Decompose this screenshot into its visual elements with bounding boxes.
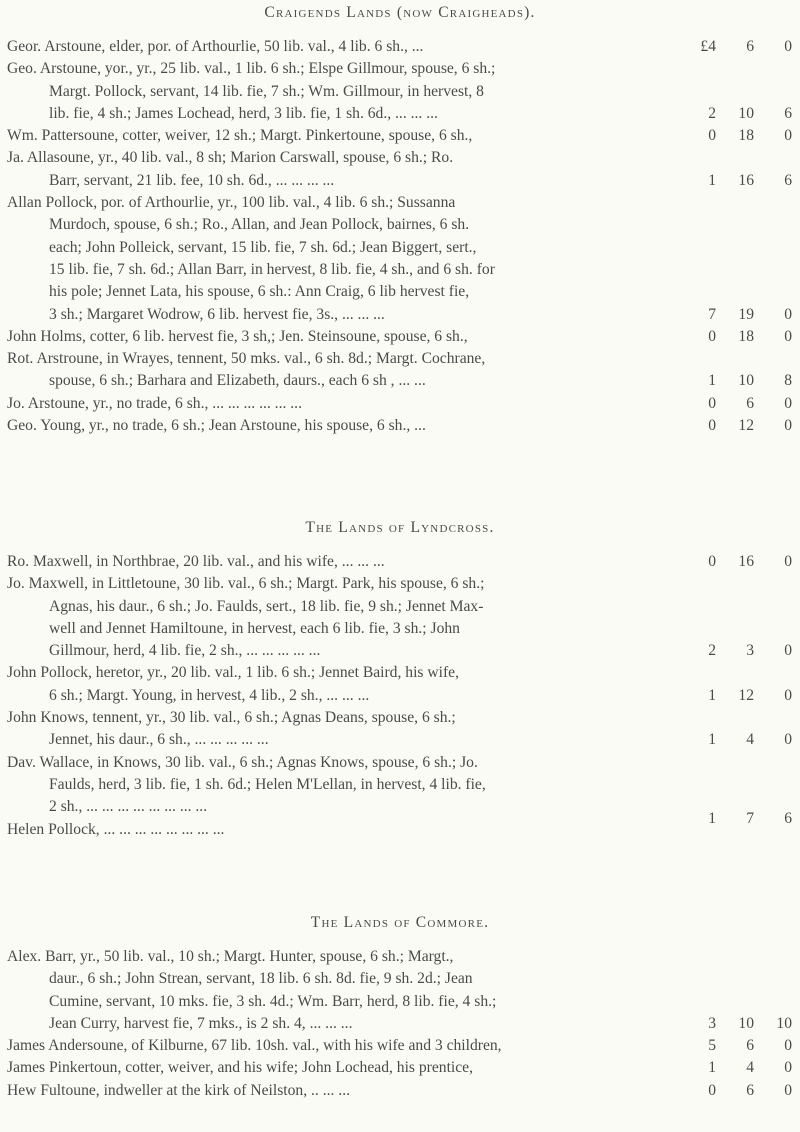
amount: 2 10 6 [708,104,792,122]
entry-line: Hew Fultoune, indweller at the kirk of Neilston, .. ... ... [7,1081,351,1099]
entry-line: 2 sh., ... ... ... ... ... ... ... ... [49,798,208,816]
amount: 0 6 0 [708,1081,792,1099]
section-lyndcross [0,517,800,841]
entry [0,393,800,415]
entry [0,192,800,326]
entry-line: John Pollock, heretor, yr., 20 lib. val., 1 lib. 6 sh.; Jennet Baird, his wife, [7,664,459,682]
entry-line: Margt. Pollock, servant, 14 lib. fie, 7 sh.; Wm. Gillmour, in hervest, 8 [49,82,484,100]
amount: 1 4 0 [708,1059,792,1077]
amount: 1 10 8 [708,372,792,390]
entry [0,1057,800,1079]
entry-line: well and Jennet Hamiltoune, in hervest, each 6 lib. fie, 3 sh.; John [49,619,460,637]
entry-line: Jo. Maxwell, in Littletoune, 30 lib. val., 6 sh.; Margt. Park, his spouse, 6 sh.; [7,575,485,593]
amount: 0 12 0 [708,417,792,435]
amount: 1 12 0 [708,686,792,704]
entry-line: Ja. Allasoune, yr., 40 lib. val., 8 sh; Marion Carswall, spouse, 6 sh.; Ro. [7,149,454,167]
amount: 0 18 0 [708,127,792,145]
amount: 5 6 0 [708,1037,792,1055]
entry [0,1035,800,1057]
amount: 1 4 0 [708,731,792,749]
entry-line: Allan Pollock, por. of Arthourlie, yr., 100 lib. val., 4 lib. 6 sh.; Sussanna [7,194,456,212]
entry-line: 15 lib. fie, 7 sh. 6d.; Allan Barr, in hervest, 8 lib. fie, 4 sh., and 6 sh. for [49,260,495,278]
entry-line: Jean Curry, harvest fie, 7 mks., is 2 sh. 4, ... ... ... [49,1014,353,1032]
amount: 0 18 0 [708,327,792,345]
entry [0,125,800,147]
amount: 0 6 0 [708,394,792,412]
entry [0,946,800,1035]
entry-line: Agnas, his daur., 6 sh.; Jo. Faulds, sert., 18 lib. fie, 9 sh.; Jennet Max- [49,597,484,615]
amount: 1 16 6 [708,171,792,189]
entry-line: James Andersoune, of Kilburne, 67 lib. 10sh. val., with his wife and 3 children, [7,1037,502,1055]
entry-line: James Pinkertoun, cotter, weiver, and his wife; John Lochead, his prentice, [7,1059,473,1077]
entry [0,326,800,348]
entry [0,752,800,819]
entry-line: Geor. Arstoune, elder, por. of Arthourlie, 50 lib. val., 4 lib. 6 sh., ... [7,38,424,55]
entry [0,573,800,662]
section-commore [0,912,800,1102]
entry-line: Rot. Arstroune, in Wrayes, tennent, 50 mks. val., 6 sh. 8d.; Margt. Cochrane, [7,350,486,368]
entry-line: Dav. Wallace, in Knows, 30 lib. val., 6 sh.; Agnas Knows, spouse, 6 sh.; Jo. [7,753,478,771]
entry-line: each; John Polleick, servant, 15 lib. fie, 7 sh. 6d.; Jean Biggert, sert., [49,238,477,256]
amount: 3 10 10 [708,1014,792,1032]
entry-line: his pole; Jennet Lata, his spouse, 6 sh.: Ann Craig, 6 lib hervest fie, [49,283,470,301]
entry-line: Gillmour, herd, 4 lib. fie, 2 sh., ... ... ... ... ... [49,642,321,660]
entry-line: Helen Pollock, ... ... ... ... ... ... ... ... [7,820,225,838]
entry-line: Geo. Arstoune, yor., yr., 25 lib. val., 1 lib. 6 sh.; Elspe Gillmour, spouse, 6 sh.; [7,60,496,78]
entry-line: Geo. Young, yr., no trade, 6 sh.; Jean Arstoune, his spouse, 6 sh., ... [7,417,426,435]
entry [0,551,800,573]
entries [0,551,800,841]
section-heading: Craigends Lands (now Craigheads). [264,4,536,21]
entry-line: Alex. Barr, yr., 50 lib. val., 10 sh.; Margt. Hunter, spouse, 6 sh.; Margt., [7,948,454,965]
entry-line: John Holms, cotter, 6 lib. hervest fie, 3 sh,; Jen. Steinsoune, spouse, 6 sh., [7,327,468,345]
amount: 7 19 0 [708,305,792,323]
entry-line: Jennet, his daur., 6 sh., ... ... ... ... ... [49,731,269,749]
entry-line: Faulds, herd, 3 lib. fie, 1 sh. 6d.; Helen M'Lellan, in hervest, 4 lib. fie, [49,775,486,793]
entry [0,348,800,393]
entry-line: lib. fie, 4 sh.; James Lochead, herd, 3 lib. fie, 1 sh. 6d., ... ... ... [49,104,438,122]
entry [0,36,800,58]
entry [0,662,800,707]
entry [0,1080,800,1102]
amount: 0 16 0 [708,553,792,570]
entry-line: Murdoch, spouse, 6 sh.; Ro., Allan, and Jean Pollock, bairnes, 6 sh. [49,216,470,234]
entry-line: 3 sh.; Margaret Wodrow, 6 lib. hervest fie, 3s., ... ... ... [49,305,385,323]
section-heading: The Lands of Lyndcross. [305,519,495,536]
amount: 2 3 0 [708,642,792,660]
entry [0,809,800,841]
entry-line: Ro. Maxwell, in Northbrae, 20 lib. val., and his wife, ... ... ... [7,553,385,570]
entries [0,946,800,1102]
entry-line: 6 sh.; Margt. Young, in hervest, 4 lib., 2 sh., ... ... ... [49,686,370,704]
entry-line: spouse, 6 sh.; Barhara and Elizabeth, daurs., each 6 sh , ... ... [49,372,426,390]
entry-line: Wm. Pattersoune, cotter, weiver, 12 sh.; Margt. Pinkertoune, spouse, 6 sh., [7,127,473,145]
entries [0,36,800,437]
entry-line: daur., 6 sh.; John Strean, servant, 18 lib. 6 sh. 8d. fie, 9 sh. 2d.; Jean [49,970,473,988]
entry-line: Cumine, servant, 10 mks. fie, 3 sh. 4d.; Wm. Barr, herd, 8 lib. fie, 4 sh.; [49,992,497,1010]
entry-line: John Knows, tennent, yr., 30 lib. val., 6 sh.; Agnas Deans, spouse, 6 sh.; [7,709,456,727]
entry [0,707,800,752]
amount: £4 6 0 [700,38,792,55]
entry-line: Jo. Arstoune, yr., no trade, 6 sh., ... ... ... ... ... ... [7,394,302,412]
entry [0,58,800,125]
entry-line: Barr, servant, 21 lib. fee, 10 sh. 6d., ... ... ... ... [49,171,335,189]
section-craigends [0,2,800,437]
section-heading: The Lands of Commore. [310,914,490,931]
entry [0,147,800,192]
amount: 1 7 6 [708,809,792,827]
entry [0,415,800,437]
